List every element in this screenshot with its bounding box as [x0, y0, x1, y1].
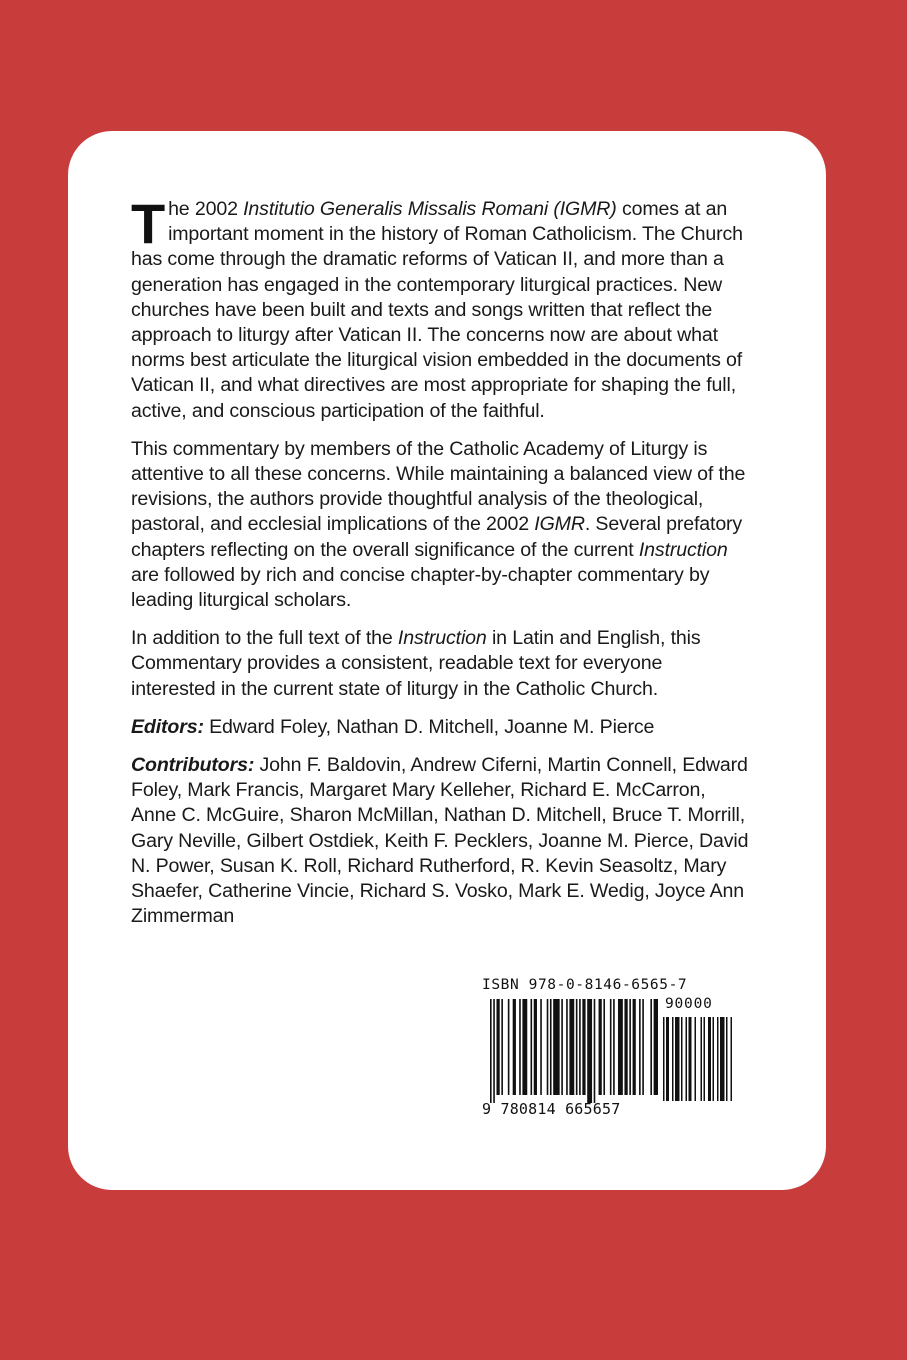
paragraph-addition-run1: In addition to the full text of the [131, 627, 398, 650]
blurb-text [131, 192, 751, 942]
barcode-bar [599, 999, 602, 1095]
addon-barcode-bars [663, 1017, 733, 1103]
editors-label: Editors: [131, 715, 204, 738]
barcode-bar [624, 999, 627, 1095]
isbn-number: ISBN 978-0-8146-6565-7 [482, 977, 688, 993]
isbn-barcode [482, 977, 742, 1137]
barcode-bar [639, 999, 641, 1095]
barcode-bar [663, 1017, 665, 1101]
barcode-bar [508, 999, 510, 1095]
barcode-bar [708, 1017, 711, 1101]
barcode-bar [576, 999, 578, 1095]
barcode-bar [496, 999, 499, 1095]
barcode-bar [633, 999, 636, 1095]
barcode-bar [720, 1017, 725, 1101]
barcode-bar [540, 999, 542, 1095]
paragraph-intro [131, 192, 751, 424]
barcode-bar [717, 1017, 719, 1101]
barcode-bar [569, 999, 574, 1095]
barcode-bar [701, 1017, 703, 1101]
contributors-label: Contributors: [131, 754, 255, 777]
barcode-bar [561, 999, 563, 1095]
barcode-bar [513, 999, 516, 1095]
barcode-bar [675, 1017, 680, 1101]
paragraph-intro-run2: comes at an important moment in the history of Roman Catholicism. The Church has come through the dramatic reforms of Vatican II, and more than a generation has engaged in the contemporary liturgical practices. New churches have been built and texts and songs written that reflect the approach to liturgy after Vatican II. The concerns now are about what norms best articulate the liturgical vision embedded in the documents of Vatican II, and what directives are most appropriate for shaping the full, active, and conscious participation of the faithful. [131, 198, 743, 422]
barcode-bar [618, 999, 623, 1095]
barcode-bar [531, 999, 533, 1095]
barcode-bar [629, 999, 631, 1095]
instruction-title-2: Instruction [397, 627, 487, 650]
barcode-bar [490, 999, 492, 1103]
barcode-bar [587, 999, 592, 1103]
barcode-bar [713, 1017, 715, 1101]
barcode-bar [493, 999, 495, 1103]
barcode-bar [550, 999, 552, 1095]
ean-barcode-bars [490, 999, 658, 1103]
barcode-bar [686, 1017, 688, 1101]
barcode-bar [689, 1017, 692, 1101]
price-addon-digits: 90000 [665, 996, 713, 1012]
paragraph-addition-run2: in Latin and English, this Commentary provides a consistent, readable text for everyone interested in the current state of liturgy in the Catholic Church. [131, 627, 701, 700]
barcode-bar [613, 999, 615, 1095]
barcode-bar [501, 999, 503, 1095]
barcode-bar [547, 999, 549, 1095]
barcode-bar [650, 999, 652, 1095]
barcode-bar [553, 999, 559, 1095]
contributors-names: John F. Baldovin, Andrew Ciferni, Martin Connell, Edward Foley, Mark Francis, Margaret Mary Kelleher, Richard E. McCarron, Anne C. McGuire, Sharon McMillan, Nathan D. Mitchell, Bruce T. Morrill, Gary Neville, Gilbert Ostdiek, Keith F. Pecklers, Joanne M. Pierce, David N. Power, Susan K. Roll, Richard Rutherford, R. Kevin Seasoltz, Mary Shaefer, Catherine Vincie, Richard S. Vosko, Mark E. Wedig, Joyce Ann Zimmerman [131, 754, 749, 928]
contributors-line [131, 753, 751, 929]
ean-number: 9 780814 665657 [482, 1100, 621, 1118]
editors-names: Edward Foley, Nathan D. Mitchell, Joanne M. Pierce [203, 715, 655, 738]
barcode-bar [666, 1017, 669, 1101]
barcode-bar [534, 999, 537, 1095]
barcode-bar [610, 999, 612, 1095]
barcode-bar [519, 999, 521, 1095]
barcode-bar [654, 999, 658, 1095]
barcode-bar [582, 999, 585, 1095]
paragraph-intro-run1: he 2002 [168, 198, 244, 220]
barcode-bar [726, 1017, 728, 1101]
barcode-bar [704, 1017, 706, 1101]
editors-line [131, 715, 751, 740]
barcode-bar [695, 1017, 697, 1101]
drop-cap: T [131, 192, 166, 255]
barcode-bar [681, 1017, 683, 1101]
barcode-bar [731, 1017, 733, 1101]
paragraph-commentary-run1: This commentary by members of the Catholic Academy of Liturgy is attentive to all these concerns. While maintaining a balanced view of the revisions, the authors provide thoughtful analysis of the theological, pastoral, and ecclesial implications of the 2002 [131, 437, 746, 536]
paragraph-commentary-run3: are followed by rich and concise chapter-by-chapter commentary by leading liturgical scholars. [131, 563, 710, 612]
paragraph-addition [131, 626, 751, 702]
barcode-bar [642, 999, 644, 1095]
white-text-card [68, 131, 826, 1190]
igmr-abbrev: IGMR [534, 513, 585, 536]
paragraph-commentary [131, 437, 751, 613]
igmr-full-title: Institutio Generalis Missalis Romani (IGMR) [243, 198, 617, 220]
barcode-bar [594, 999, 596, 1103]
instruction-title: Instruction [638, 538, 728, 561]
barcode-bar [566, 999, 568, 1095]
barcode-bar [672, 1017, 674, 1101]
paragraph-commentary-run2: . Several prefatory chapters reflecting on the overall significance of the current [131, 513, 743, 561]
barcode-bar [579, 999, 581, 1095]
barcode-bar [603, 999, 605, 1095]
barcode-bar [522, 999, 527, 1095]
